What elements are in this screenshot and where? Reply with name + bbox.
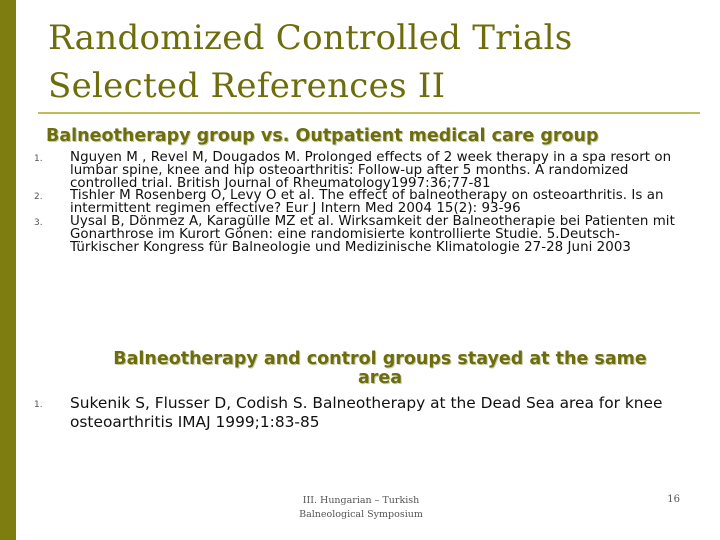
footer-line-2: Balneological Symposium [299,509,423,520]
section-heading-2: Balneotherapy and control groups stayed at the same area [113,349,647,388]
reference-list-1 [34,152,686,254]
title-line-1: Randomized Controlled Trials [48,18,573,58]
reference-list-2 [34,394,694,432]
reference-number: 1. [34,154,43,164]
slide-footer [296,494,426,522]
left-accent-bar [0,0,16,540]
title-line-2: Selected References II [48,66,446,106]
reference-text: Uysal B, Dönmez A, Karagülle MZ et al. Wirksamkeit der Balneotherapie bei Patienten mit Gonarthrose im Kurort Gönen: eine randomisierte kontrollierte Studie. 5.Deutsch-Türkischer Kongress für Balneologie und Medizinische Klimatologie 27-28 Juni 2003 [70,213,675,255]
reference-number: 3. [34,217,43,228]
reference-item [34,190,686,216]
reference-item [34,152,686,190]
reference-text: Tishler M Rosenberg O, Levy O et al. The effect of balneotherapy on osteoarthritis. Is an intermittent regimen effective? Eur J Intern Med 2004 15(2): 93-96 [70,188,664,217]
reference-item [34,394,694,432]
reference-text: Sukenik S, Flusser D, Codish S. Balneotherapy at the Dead Sea area for knee osteoarthritis IMAJ 1999;1:83-85 [70,394,663,431]
footer-line-1: III. Hungarian – Turkish [302,495,420,506]
reference-number: 1. [34,400,43,410]
title-divider [38,112,700,114]
page-number: 16 [667,494,680,505]
reference-text: Nguyen M , Revel M, Dougados M. Prolonged effects of 2 week therapy in a spa resort on lumbar spine, knee and hip osteoarthritis: Follow-up after 5 months. A randomized controlled trial. British Journal of Rheumatology1997:36;77-81 [70,150,672,191]
section-heading-1: Balneotherapy group vs. Outpatient medical care group [46,126,599,146]
reference-number: 2. [34,192,43,203]
reference-item [34,213,686,255]
slide-title [48,14,708,110]
